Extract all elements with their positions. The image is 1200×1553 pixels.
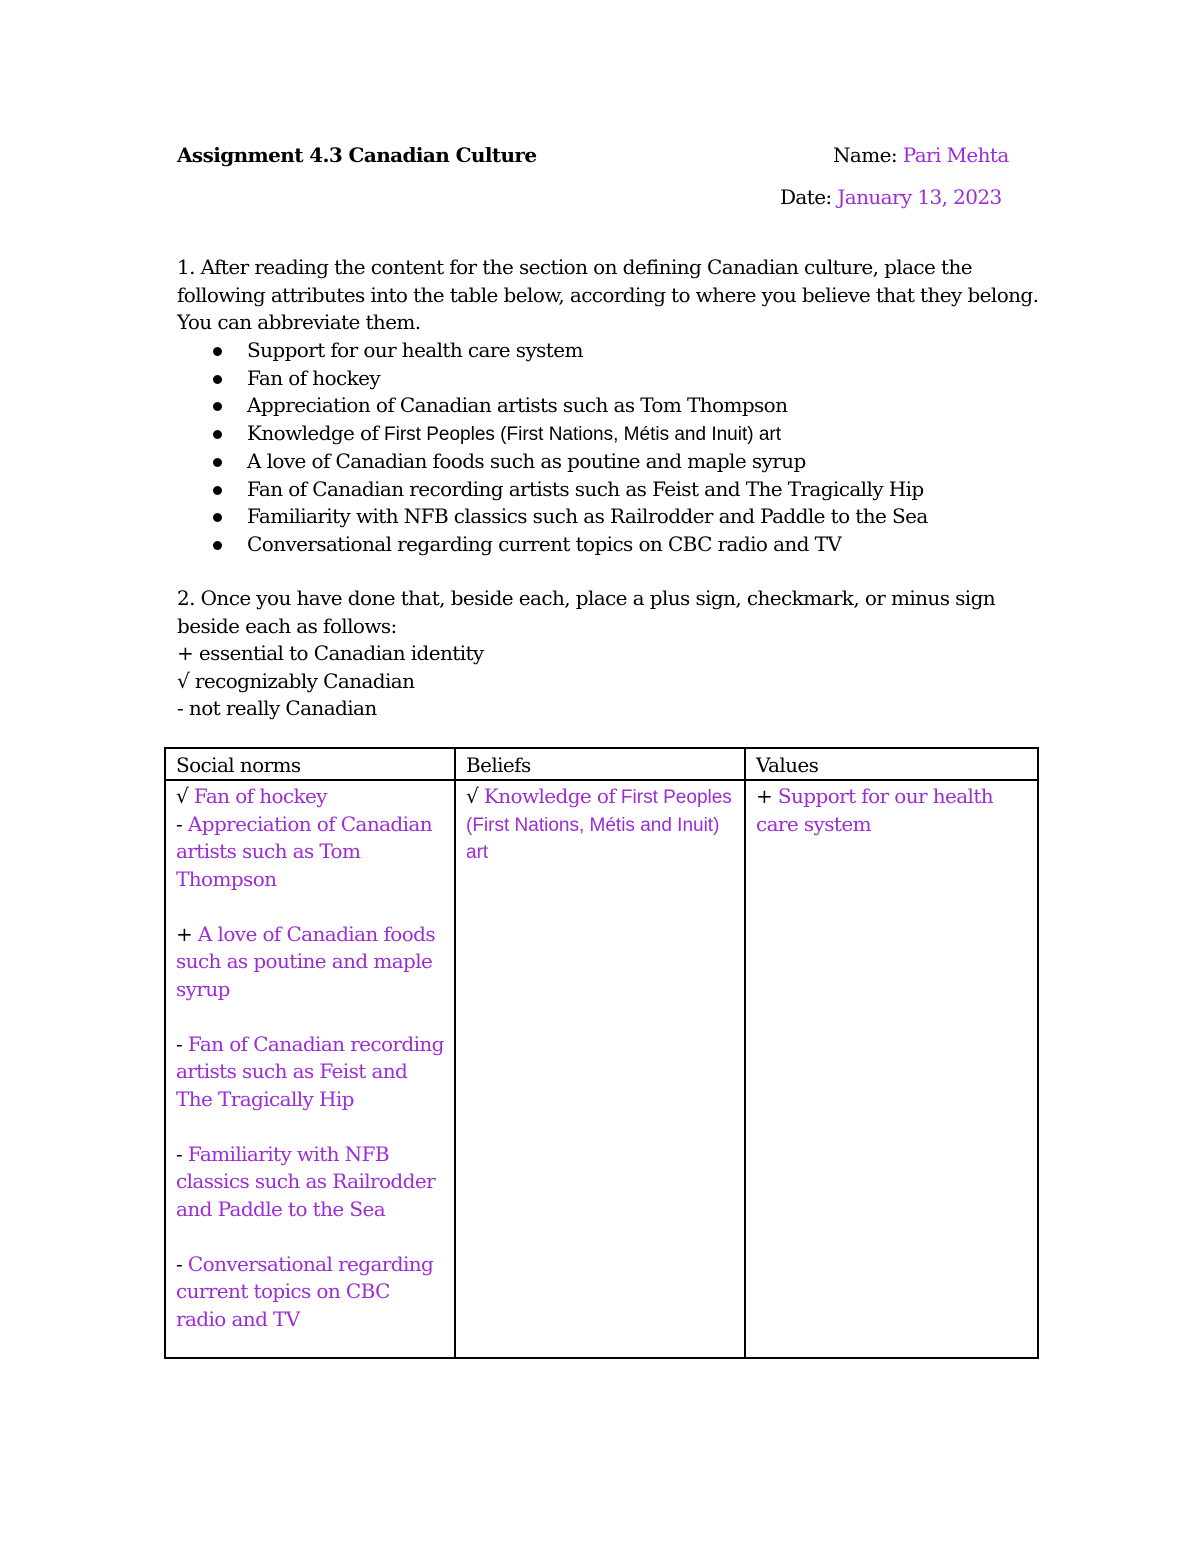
- name-label: Name:: [833, 143, 897, 167]
- header-beliefs: Beliefs: [455, 748, 745, 780]
- question-2-line-2: beside each as follows:: [177, 613, 397, 638]
- date-line: [780, 185, 1002, 209]
- list-item-text: Familiarity with NFB classics such as Railrodder and Paddle to the Sea: [247, 504, 928, 528]
- bullet-icon: [213, 541, 222, 550]
- list-item-text: Fan of Canadian recording artists such as Feist and The Tragically Hip: [247, 476, 924, 501]
- name-line: [833, 143, 1009, 167]
- rating-mark: -: [176, 1141, 188, 1166]
- list-item-text: Knowledge of: [247, 420, 385, 445]
- rating-mark: +: [756, 784, 778, 808]
- list-item: [210, 392, 928, 420]
- entry-text: Knowledge of: [483, 784, 621, 808]
- entry-text: A love of Canadian foods such as poutine and maple syrup: [176, 921, 435, 1001]
- table-row: [165, 780, 1038, 1358]
- table-entry: [176, 1251, 444, 1334]
- list-item: [210, 420, 928, 449]
- date-label: Date:: [780, 185, 832, 209]
- entry-text-sans: First Peoples (First Nations, Métis and Inuit) art: [466, 787, 732, 863]
- assignment-title: Assignment 4.3 Canadian Culture: [177, 143, 537, 167]
- rating-mark: -: [176, 1031, 188, 1056]
- beliefs-cell: [455, 780, 745, 1358]
- question-2-line-1: 2. Once you have done that, beside each, place a plus sign, checkmark, or minus sign: [177, 586, 996, 610]
- bullet-icon: [213, 486, 222, 495]
- entry-text: Fan of hockey: [193, 784, 327, 808]
- bullet-icon: [213, 513, 222, 522]
- entry-text: Conversational regarding current topics on CBC radio and TV: [176, 1251, 434, 1331]
- table-entry: [176, 921, 444, 1004]
- list-item-text: Conversational regarding current topics on CBC radio and TV: [247, 531, 842, 556]
- list-item: [210, 448, 928, 476]
- list-item-text: Appreciation of Canadian artists such as Tom Thompson: [247, 393, 788, 417]
- list-item: [210, 476, 928, 504]
- entry-text: Familiarity with NFB classics such as Railrodder and Paddle to the Sea: [176, 1141, 436, 1221]
- bullet-icon: [213, 375, 222, 384]
- table-entry: [176, 1031, 444, 1114]
- social-norms-cell: [165, 780, 455, 1358]
- attribute-list: [210, 337, 928, 558]
- rating-mark: -: [176, 1251, 188, 1276]
- list-item: [210, 337, 928, 365]
- list-item-text: Support for our health care system: [247, 338, 583, 362]
- legend-plus: + essential to Canadian identity: [177, 641, 484, 665]
- question-2: [177, 585, 1057, 723]
- table-entry: [176, 811, 444, 894]
- table-header-row: [165, 748, 1038, 780]
- legend-minus: - not really Canadian: [177, 696, 377, 720]
- header-values: Values: [745, 748, 1038, 780]
- table-entry: [756, 783, 1027, 838]
- date-value: January 13, 2023: [837, 185, 1002, 209]
- entry-text: Support for our health care system: [756, 784, 994, 836]
- culture-table: [164, 747, 1039, 1359]
- entry-text: Fan of Canadian recording artists such as Feist and The Tragically Hip: [176, 1031, 444, 1111]
- list-item-text: A love of Canadian foods such as poutine and maple syrup: [247, 449, 806, 473]
- question-1-text: 1. After reading the content for the section on defining Canadian culture, place the following attributes into the table below, according to where you believe that they belong. You can abbreviate them.: [177, 255, 1039, 334]
- rating-mark: +: [176, 921, 198, 946]
- rating-mark: √: [466, 784, 484, 808]
- list-item-text-sans: First Peoples (First Nations, Métis and Inuit) art: [384, 423, 782, 445]
- table-entry: [176, 1141, 444, 1224]
- bullet-icon: [213, 402, 222, 411]
- entry-text: Appreciation of Canadian artists such as Tom Thompson: [176, 811, 433, 891]
- legend-check: √ recognizably Canadian: [177, 668, 415, 693]
- table-entry: [176, 783, 444, 811]
- rating-mark: √: [176, 784, 194, 808]
- list-item: [210, 365, 928, 393]
- header-social-norms: Social norms: [165, 748, 455, 780]
- list-item: [210, 531, 928, 559]
- rating-mark: -: [176, 811, 188, 836]
- values-cell: [745, 780, 1038, 1358]
- table-entry: [466, 783, 734, 866]
- bullet-icon: [213, 430, 222, 439]
- bullet-icon: [213, 347, 222, 356]
- list-item: [210, 503, 928, 531]
- bullet-icon: [213, 458, 222, 467]
- student-name: Pari Mehta: [902, 143, 1009, 167]
- list-item-text: Fan of hockey: [247, 365, 381, 390]
